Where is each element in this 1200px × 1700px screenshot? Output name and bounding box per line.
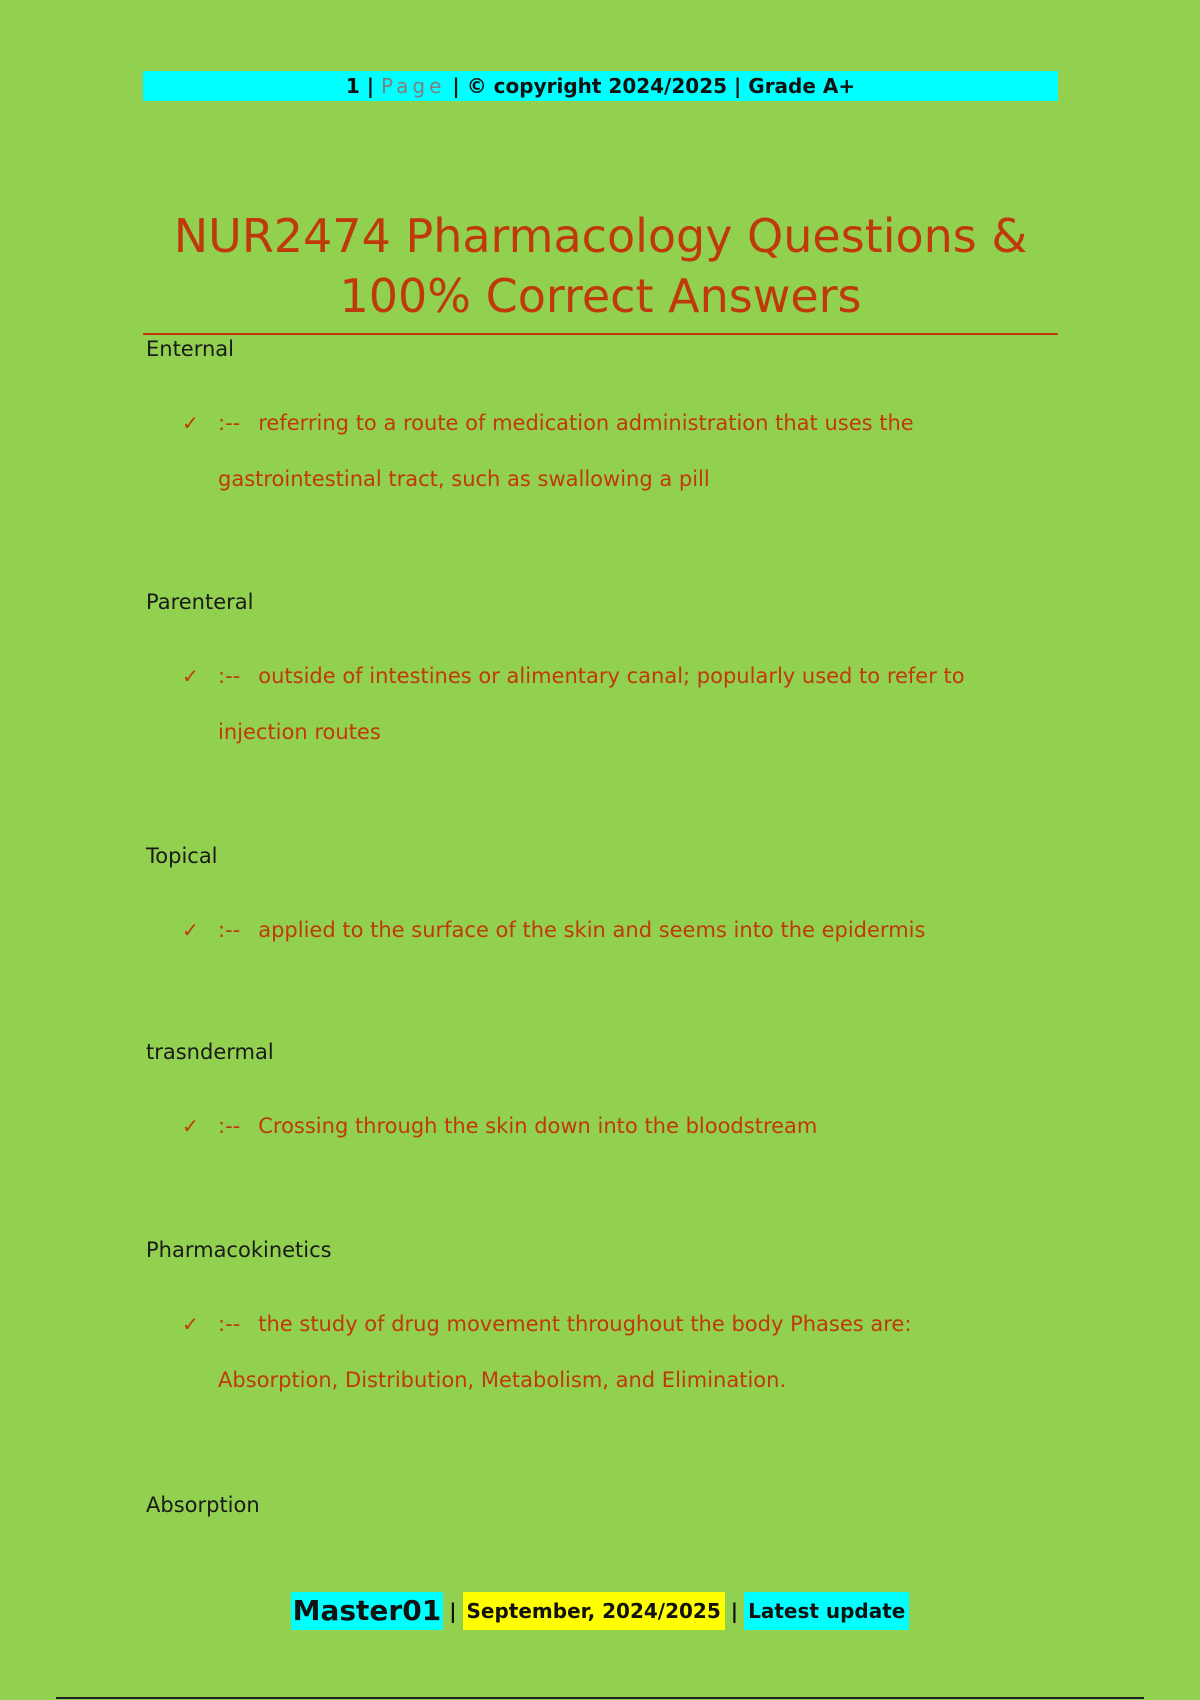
grade-text: Grade A+ [748, 74, 856, 98]
term-topical: Topical [146, 844, 218, 868]
footer-date: September, 2024/2025 [463, 1592, 725, 1630]
page-footer: Master01 | September, 2024/2025 | Latest update [0, 1592, 1200, 1630]
definition-topical [182, 902, 1012, 958]
page-header: 1 | Page | © copyright 2024/2025 | Grade A+ [143, 71, 1058, 101]
definition-text: referring to a route of medication administration that uses the gastrointestinal tract, such as swallowing a pill [218, 411, 914, 491]
definition-text: Crossing through the skin down into the bloodstream [258, 1114, 818, 1138]
separator: :-- [218, 411, 241, 435]
checkmark-icon: ✓ [182, 664, 199, 688]
copyright-text: © copyright 2024/2025 [466, 74, 728, 98]
term-parenteral: Parenteral [146, 590, 254, 614]
term-trasndermal: trasndermal [146, 1040, 274, 1064]
definition-pharmacokinetics [182, 1296, 1012, 1408]
term-pharmacokinetics: Pharmacokinetics [146, 1238, 332, 1262]
checkmark-icon: ✓ [182, 918, 199, 942]
term-absorption: Absorption [146, 1493, 260, 1517]
footer-author: Master01 [291, 1592, 444, 1630]
definition-parenteral [182, 648, 1012, 760]
title-line-1: NUR2474 Pharmacology Questions & [173, 209, 1028, 263]
title-line-2: 100% Correct Answers [339, 269, 862, 323]
term-enternal: Enternal [146, 337, 235, 361]
document-title [143, 206, 1058, 326]
title-divider [143, 333, 1058, 335]
checkmark-icon: ✓ [182, 1312, 199, 1336]
footer-divider [56, 1697, 1144, 1699]
checkmark-icon: ✓ [182, 1114, 199, 1138]
definition-text: the study of drug movement throughout the body Phases are: Absorption, Distribution, Metabolism, and Elimination. [218, 1312, 912, 1392]
page-number: 1 [345, 74, 360, 98]
definition-text: outside of intestines or alimentary canal; popularly used to refer to injection routes [218, 664, 965, 744]
separator: :-- [218, 664, 241, 688]
definition-text: applied to the surface of the skin and seems into the epidermis [258, 918, 926, 942]
separator: :-- [218, 918, 241, 942]
definition-enternal [182, 395, 1012, 507]
page-label: Page [381, 74, 446, 98]
checkmark-icon: ✓ [182, 411, 199, 435]
separator: :-- [218, 1312, 241, 1336]
footer-update: Latest update [744, 1592, 909, 1630]
separator: :-- [218, 1114, 241, 1138]
definition-trasndermal [182, 1098, 1012, 1154]
